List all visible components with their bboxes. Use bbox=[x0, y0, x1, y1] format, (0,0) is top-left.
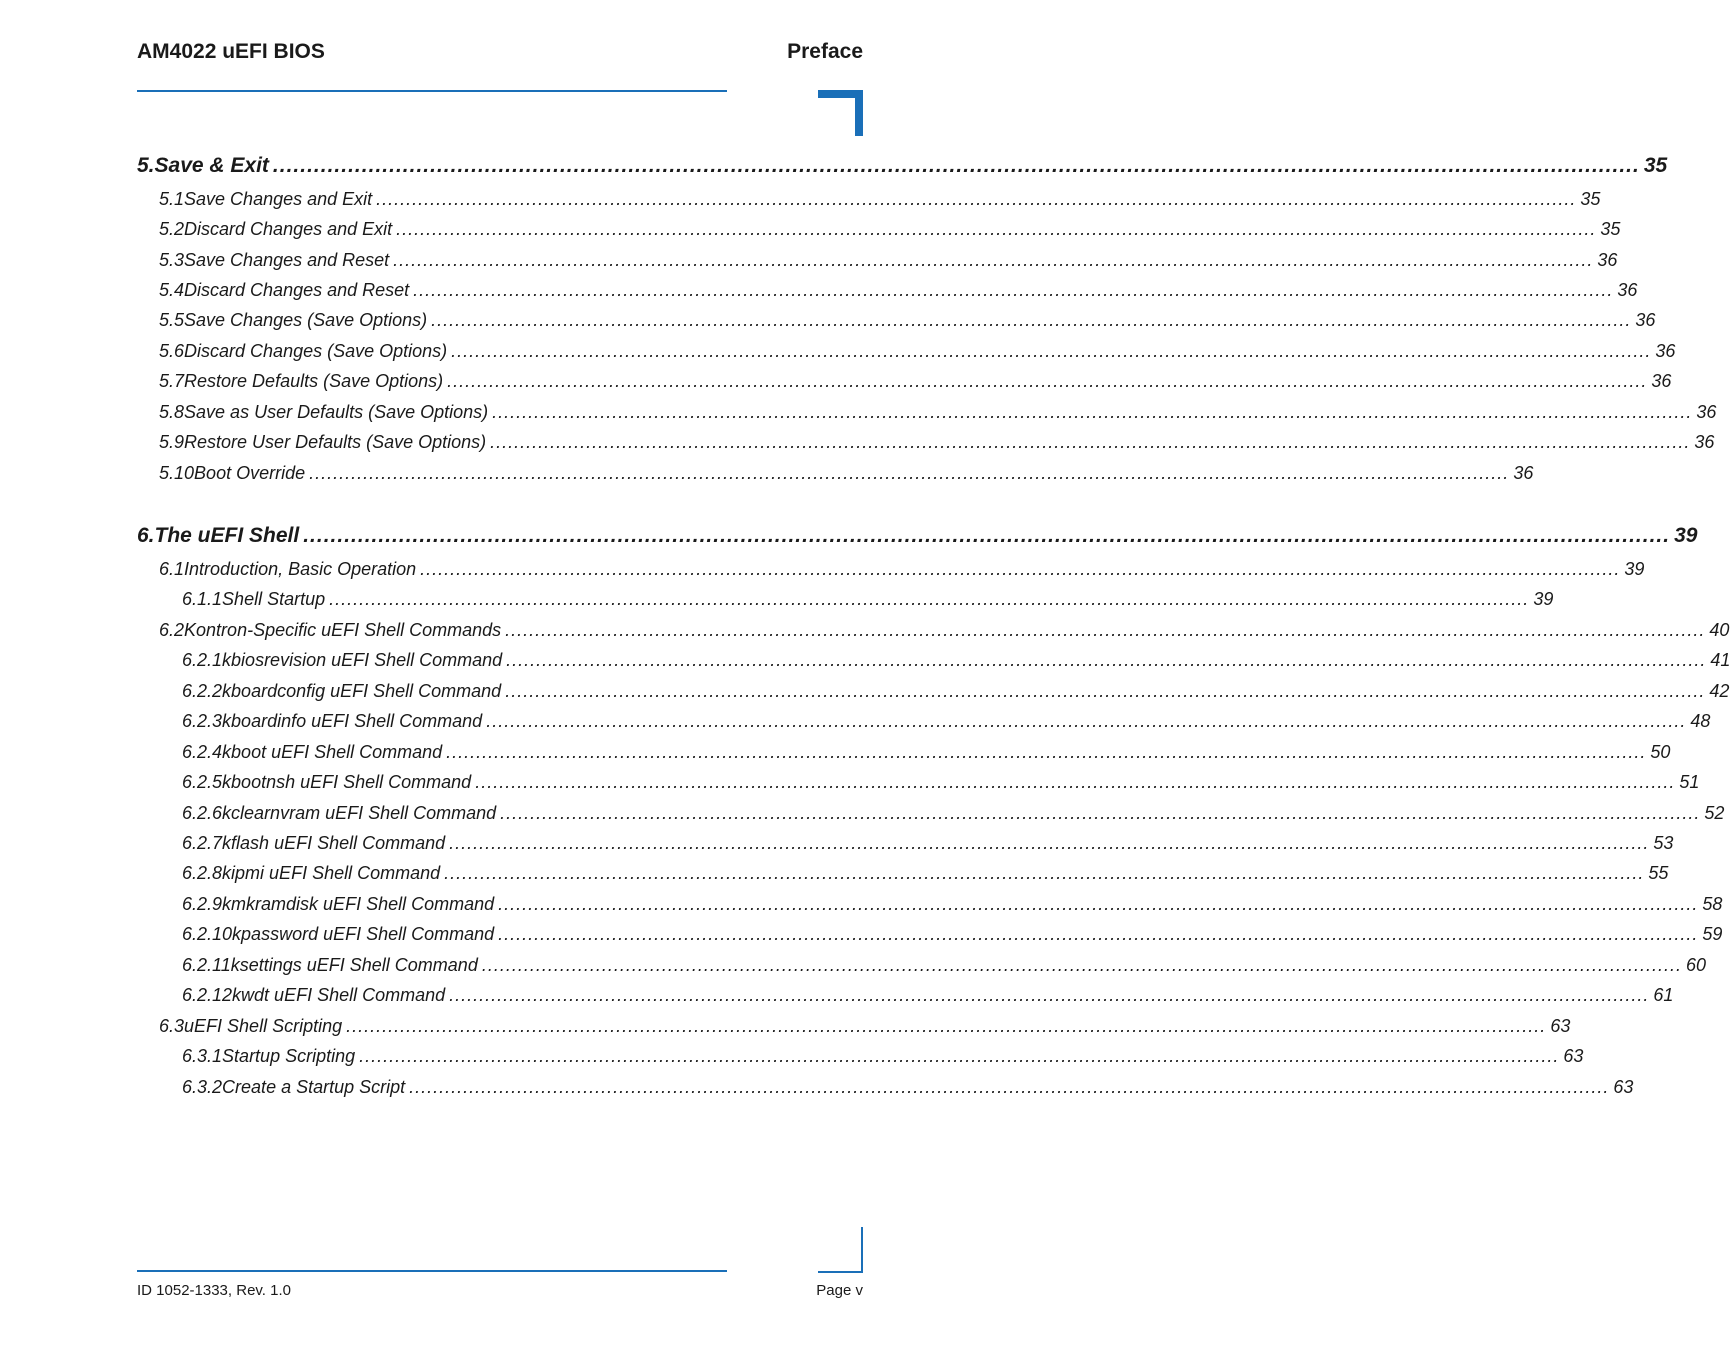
dot-leader: ........................................................................................................................................................................................................ bbox=[449, 985, 1650, 1005]
toc-entry-title: Save as User Defaults (Save Options) bbox=[184, 402, 489, 422]
dot-leader: ........................................................................................................................................................................................................ bbox=[376, 189, 1577, 209]
toc-entry-title: kwdt uEFI Shell Command bbox=[232, 985, 446, 1005]
toc-entry-title: kmkramdisk uEFI Shell Command bbox=[222, 894, 495, 914]
toc-entry-title: Discard Changes and Exit bbox=[184, 219, 393, 239]
dot-leader: ........................................................................................................................................................................................................ bbox=[444, 863, 1645, 883]
dot-leader: ........................................................................................................................................................................................................ bbox=[490, 432, 1691, 452]
toc-entry[interactable] bbox=[159, 402, 1717, 423]
toc-entry-page: 48 bbox=[1690, 711, 1711, 731]
toc-entry[interactable] bbox=[159, 219, 1621, 240]
toc-entry-page: 36 bbox=[1617, 280, 1638, 300]
dot-leader: ........................................................................................................................................................................................................ bbox=[329, 589, 1530, 609]
toc-entry-page: 59 bbox=[1702, 924, 1723, 944]
toc-entry-title: Save Changes (Save Options) bbox=[184, 310, 428, 330]
dot-leader: ........................................................................................................................................................................................................ bbox=[498, 894, 1699, 914]
toc-entry-title: kboardconfig uEFI Shell Command bbox=[222, 681, 502, 701]
dot-leader: ........................................................................................................................................................................................................ bbox=[346, 1016, 1547, 1036]
toc-entry-title: kipmi uEFI Shell Command bbox=[222, 863, 441, 883]
toc-entry-page: 39 bbox=[1674, 524, 1698, 547]
toc-entry-number: 5.2 bbox=[159, 219, 185, 239]
toc-entry-number: 6.2.2 bbox=[182, 681, 223, 701]
toc-entry-title: The uEFI Shell bbox=[154, 524, 300, 547]
toc-entry-title: kflash uEFI Shell Command bbox=[222, 833, 446, 853]
toc-entry-number: 6. bbox=[137, 524, 155, 547]
toc-entry-page: 36 bbox=[1513, 463, 1534, 483]
toc-entry-number: 6.2.5 bbox=[182, 772, 223, 792]
toc-entry[interactable] bbox=[159, 1016, 1571, 1037]
toc-entry-title: Startup Scripting bbox=[222, 1046, 356, 1066]
toc-entry-page: 61 bbox=[1653, 985, 1674, 1005]
dot-leader: ........................................................................................................................................................................................................ bbox=[486, 711, 1687, 731]
toc-entry[interactable] bbox=[159, 189, 1601, 210]
toc-entry-page: 42 bbox=[1709, 681, 1730, 701]
toc-entry-title: Shell Startup bbox=[222, 589, 326, 609]
toc-entry-page: 36 bbox=[1597, 250, 1618, 270]
dot-leader: ........................................................................................................................................................................................................ bbox=[409, 1077, 1610, 1097]
dot-leader: ........................................................................................................................................................................................................ bbox=[498, 924, 1699, 944]
toc-entry-page: 36 bbox=[1635, 310, 1656, 330]
toc-entry-number: 6.3.1 bbox=[182, 1046, 223, 1066]
toc-entry-page: 63 bbox=[1550, 1016, 1571, 1036]
toc-entry-title: kboardinfo uEFI Shell Command bbox=[222, 711, 483, 731]
toc-entry-page: 39 bbox=[1624, 559, 1645, 579]
toc-entry-page: 35 bbox=[1580, 189, 1601, 209]
page-number: Page v bbox=[816, 1282, 863, 1299]
toc-entry-number: 6.2.11 bbox=[182, 955, 231, 975]
toc-entry-number: 5.10 bbox=[159, 463, 195, 483]
section-title: Preface bbox=[787, 40, 863, 63]
toc-entry-page: 63 bbox=[1563, 1046, 1584, 1066]
dot-leader: ........................................................................................................................................................................................................ bbox=[431, 310, 1632, 330]
toc-entry[interactable] bbox=[182, 772, 1700, 793]
dot-leader: ........................................................................................................................................................................................................ bbox=[481, 955, 1683, 975]
dot-leader: ........................................................................................................................................................................................................ bbox=[505, 620, 1706, 640]
dot-leader: ........................................................................................................................................................................................................ bbox=[272, 154, 1640, 177]
toc-entry[interactable] bbox=[182, 985, 1674, 1006]
dot-leader: ........................................................................................................................................................................................................ bbox=[359, 1046, 1560, 1066]
toc-entry-number: 5.4 bbox=[159, 280, 185, 300]
toc-entry-title: Create a Startup Script bbox=[222, 1077, 406, 1097]
toc-entry-number: 6.2.6 bbox=[182, 803, 223, 823]
toc-entry[interactable] bbox=[159, 280, 1638, 301]
toc-entry[interactable] bbox=[182, 1077, 1634, 1098]
toc-entry[interactable] bbox=[137, 154, 1668, 178]
toc-entry-title: Discard Changes (Save Options) bbox=[184, 341, 448, 361]
toc-entry-number: 6.2.8 bbox=[182, 863, 223, 883]
dot-leader: ........................................................................................................................................................................................................ bbox=[420, 559, 1621, 579]
toc-entry[interactable] bbox=[159, 341, 1676, 362]
toc-entry-page: 58 bbox=[1702, 894, 1723, 914]
corner-mark-top bbox=[818, 90, 863, 136]
toc-entry[interactable] bbox=[182, 894, 1723, 915]
toc-entry-title: Kontron-Specific uEFI Shell Commands bbox=[184, 620, 502, 640]
toc-entry-title: Restore User Defaults (Save Options) bbox=[184, 432, 487, 452]
toc-entry[interactable] bbox=[182, 955, 1707, 976]
toc-entry-number: 6.2.4 bbox=[182, 742, 223, 762]
dot-leader: ........................................................................................................................................................................................................ bbox=[475, 772, 1676, 792]
dot-leader: ........................................................................................................................................................................................................ bbox=[505, 681, 1706, 701]
toc-entry-page: 39 bbox=[1533, 589, 1554, 609]
toc-entry[interactable] bbox=[182, 803, 1725, 824]
toc-entry[interactable] bbox=[182, 650, 1730, 671]
toc-entry-number: 5.9 bbox=[159, 432, 185, 452]
toc-entry-number: 6.2.12 bbox=[182, 985, 233, 1005]
toc-entry-page: 63 bbox=[1613, 1077, 1634, 1097]
toc-entry-number: 5.6 bbox=[159, 341, 185, 361]
toc-entry-title: ksettings uEFI Shell Command bbox=[230, 955, 478, 975]
toc-entry[interactable] bbox=[182, 863, 1669, 884]
toc-entry-title: Discard Changes and Reset bbox=[184, 280, 410, 300]
toc-entry[interactable] bbox=[159, 250, 1618, 271]
toc-entry[interactable] bbox=[159, 620, 1730, 641]
toc-entry-title: Restore Defaults (Save Options) bbox=[184, 371, 444, 391]
dot-leader: ........................................................................................................................................................................................................ bbox=[500, 803, 1701, 823]
toc-entry-number: 6.2.3 bbox=[182, 711, 223, 731]
toc-entry[interactable] bbox=[182, 1046, 1584, 1067]
toc-entry-number: 6.2.7 bbox=[182, 833, 223, 853]
toc-entry-number: 5.7 bbox=[159, 371, 185, 391]
dot-leader: ........................................................................................................................................................................................................ bbox=[303, 524, 1671, 547]
toc-entry-number: 6.2 bbox=[159, 620, 185, 640]
dot-leader: ........................................................................................................................................................................................................ bbox=[309, 463, 1510, 483]
toc-entry-page: 35 bbox=[1643, 154, 1668, 177]
dot-leader: ........................................................................................................................................................................................................ bbox=[413, 280, 1614, 300]
dot-leader: ........................................................................................................................................................................................................ bbox=[447, 371, 1648, 391]
toc-entry[interactable] bbox=[159, 371, 1672, 392]
toc-entry-page: 40 bbox=[1709, 620, 1730, 640]
dot-leader: ........................................................................................................................................................................................................ bbox=[396, 219, 1597, 239]
corner-mark-bottom bbox=[818, 1227, 863, 1273]
toc-entry-number: 5. bbox=[137, 154, 155, 177]
toc-entry-title: Introduction, Basic Operation bbox=[184, 559, 417, 579]
toc-entry-title: uEFI Shell Scripting bbox=[184, 1016, 343, 1036]
toc-entry-page: 51 bbox=[1679, 772, 1700, 792]
dot-leader: ........................................................................................................................................................................................................ bbox=[451, 341, 1652, 361]
toc-entry[interactable] bbox=[159, 310, 1656, 331]
toc-entry[interactable] bbox=[159, 463, 1534, 484]
toc-entry-number: 6.3.2 bbox=[182, 1077, 223, 1097]
toc-entry-page: 36 bbox=[1655, 341, 1676, 361]
toc-entry-page: 52 bbox=[1704, 803, 1725, 823]
toc-entry-title: kbootnsh uEFI Shell Command bbox=[222, 772, 472, 792]
toc-entry-number: 5.1 bbox=[159, 189, 185, 209]
toc-entry-page: 36 bbox=[1651, 371, 1672, 391]
toc-entry-page: 60 bbox=[1686, 955, 1707, 975]
toc-entry-page: 50 bbox=[1650, 742, 1671, 762]
toc-entry-page: 41 bbox=[1710, 650, 1730, 670]
toc-entry-number: 6.1.1 bbox=[182, 589, 223, 609]
toc-entry-number: 5.5 bbox=[159, 310, 185, 330]
toc-entry-title: Save Changes and Reset bbox=[184, 250, 390, 270]
toc-entry-number: 6.3 bbox=[159, 1016, 185, 1036]
toc-entry-title: Boot Override bbox=[194, 463, 306, 483]
toc-entry[interactable] bbox=[137, 524, 1698, 548]
toc-entry[interactable] bbox=[182, 589, 1554, 610]
document-title: AM4022 uEFI BIOS bbox=[137, 40, 325, 63]
toc-entry-number: 6.2.10 bbox=[182, 924, 233, 944]
toc-entry-number: 6.2.1 bbox=[182, 650, 223, 670]
dot-leader: ........................................................................................................................................................................................................ bbox=[446, 742, 1647, 762]
toc-entry-title: Save Changes and Exit bbox=[184, 189, 373, 209]
toc-entry-title: kbiosrevision uEFI Shell Command bbox=[222, 650, 503, 670]
toc-entry-number: 6.2.9 bbox=[182, 894, 223, 914]
dot-leader: ........................................................................................................................................................................................................ bbox=[506, 650, 1707, 670]
toc-entry[interactable] bbox=[159, 432, 1715, 453]
toc-entry[interactable] bbox=[182, 924, 1723, 945]
toc-entry-title: kboot uEFI Shell Command bbox=[222, 742, 443, 762]
toc-entry-title: kpassword uEFI Shell Command bbox=[232, 924, 495, 944]
toc-entry[interactable] bbox=[159, 559, 1645, 580]
toc-entry-title: kclearnvram uEFI Shell Command bbox=[222, 803, 497, 823]
dot-leader: ........................................................................................................................................................................................................ bbox=[393, 250, 1594, 270]
toc-entry-page: 36 bbox=[1694, 432, 1715, 452]
dot-leader: ........................................................................................................................................................................................................ bbox=[449, 833, 1650, 853]
toc-entry-page: 55 bbox=[1648, 863, 1669, 883]
document-id: ID 1052-1333, Rev. 1.0 bbox=[137, 1282, 291, 1299]
toc-entry-page: 53 bbox=[1653, 833, 1674, 853]
header-rule bbox=[137, 90, 727, 92]
dot-leader: ........................................................................................................................................................................................................ bbox=[492, 402, 1693, 422]
footer-rule bbox=[137, 1270, 727, 1272]
toc-entry-title: Save & Exit bbox=[154, 154, 269, 177]
toc-entry-number: 5.3 bbox=[159, 250, 185, 270]
toc-entry-page: 35 bbox=[1600, 219, 1621, 239]
toc-entry[interactable] bbox=[182, 742, 1671, 763]
toc-entry[interactable] bbox=[182, 833, 1674, 854]
toc-entry-number: 5.8 bbox=[159, 402, 185, 422]
toc-entry-page: 36 bbox=[1696, 402, 1717, 422]
toc-entry-number: 6.1 bbox=[159, 559, 185, 579]
toc-entry[interactable] bbox=[182, 711, 1711, 732]
toc-entry[interactable] bbox=[182, 681, 1730, 702]
